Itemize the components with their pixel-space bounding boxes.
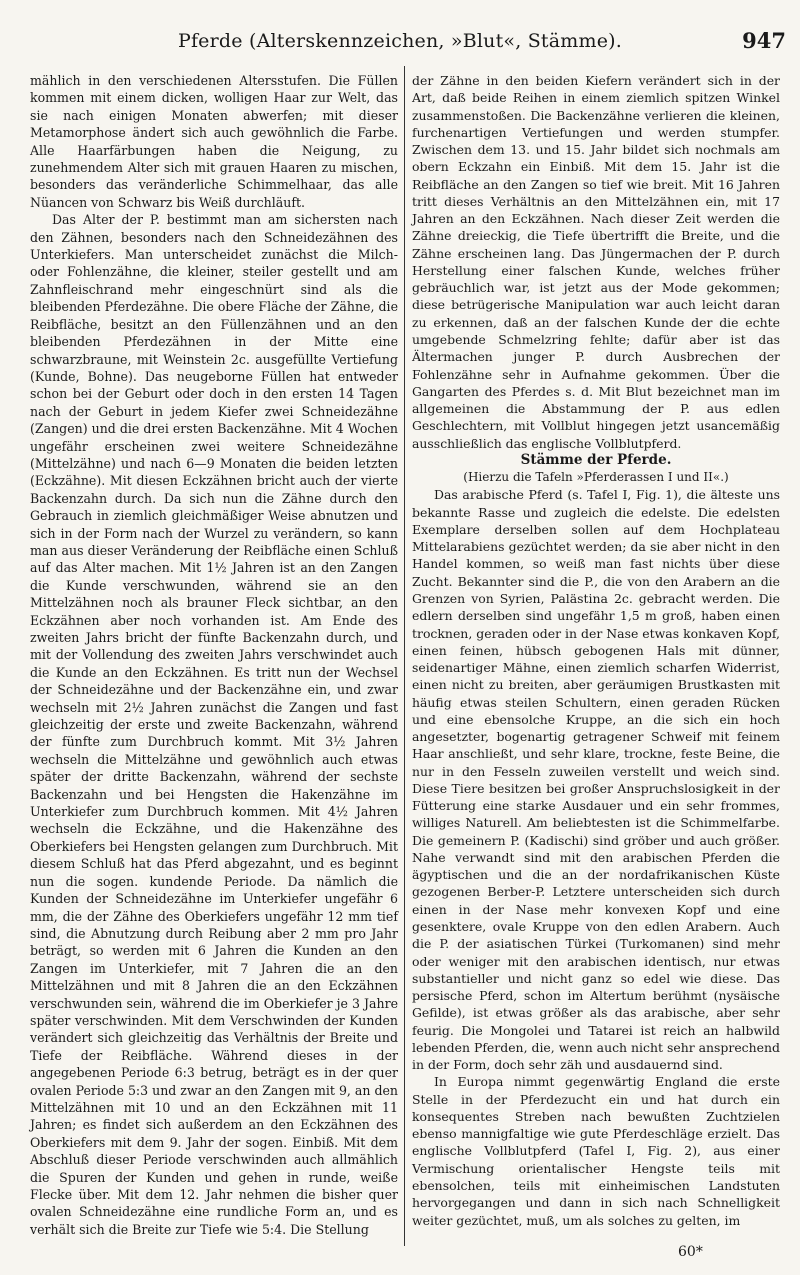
right-paragraph-1: der Zähne in den beiden Kiefern verändert sich in der Art, daß beide Reihen in einem ziemlich spitzen Winkel zusammenstoßen. Die Backenzähne verlieren die kleinen, furchenartigen Vertiefungen und werden stumpfer. Zwischen dem 13. und 15. Jahr bildet sich nochmals am obern Eckzahn ein Einbiß. Mit dem 15. Jahr ist die Reibfläche an den Zangen so tief wie breit. Mit 16 Jahren tritt dieses Verhältnis an den Mittelzähnen ein, mit 17 Jahren an den Eckzähnen. Nach dieser Zeit werden die Zähne dreieckig, die Tiefe übertrifft die Breite, und die Zähne erscheinen lang. Das Jüngermachen der P. durch Herstellung einer falschen Kunde, welches früher gebräuchlich war, ist jetzt aus der Mode gekommen; diese betrügerische Manipulation war auch leicht daran zu erkennen, daß an der falschen Kunde der die echte umgebende Schmelzring fehlte; dafür aber ist das Ältermachen junger P. durch Ausbrechen der Fohlenzähne sehr in Aufnahme gekommen. Über die Gangarten des Pferdes s. d. Mit Blut bezeichnet man im allgemeinen die Abstammung der P. aus edlen Geschlechtern, mit Vollblut hingegen jetzt usancemäßig ausschließlich das englische Vollblutpferd. <box>412 73 780 451</box>
left-column <box>30 72 398 1238</box>
section-note: (Hierzu die Tafeln »Pferderassen I und II«.) <box>463 470 729 485</box>
right-column <box>412 72 780 1229</box>
page-number: 947 <box>742 28 786 53</box>
running-head <box>0 28 800 58</box>
column-divider <box>404 66 405 1246</box>
left-paragraph-1: mählich in den verschiedenen Altersstufen. Die Füllen kommen mit einem dicken, wolligen Haar zur Welt, das sie nach einigen Monaten abwerfen; mit dieser Metamorphose ändert sich auch gewöhnlich die Farbe. Alle Haarfärbungen haben die Neigung, zu zunehmendem Alter sich mit grauen Haaren zu mischen, besonders das veränderliche Schimmelhaar, das alle Nüancen von Schwarz bis Weiß durchläuft. <box>30 73 398 210</box>
right-paragraph-2: Das arabische Pferd (s. Tafel I, Fig. 1), die älteste uns bekannte Rasse und zugleich die edelste. Die edelsten Exemplare derselben sollen auf dem Hochplateau Mittelarabiens gezüchtet werden; da sie aber nicht in den Handel kommen, so weiß man fast nichts über diese Zucht. Bekannter sind die P., die von den Arabern an die Grenzen von Syrien, Palästina 2c. gebracht werden. Die edlern derselben sind ungefähr 1,5 m groß, haben einen trocknen, geraden oder in der Nase etwas konkaven Kopf, einen feinen, hübsch gebogenen Hals mit dünner, seidenartiger Mähne, einen ziemlich scharfen Widerrist, einen nicht zu breiten, aber geräumigen Brustkasten mit häufig etwas steilen Schultern, einen geraden Rücken und eine ebensolche Kruppe, an die sich ein hoch angesetzter, bogenartig getragener Schweif mit feinem Haar anschließt, und sehr klare, trockne, feste Beine, die nur in den Fesseln zuweilen verstellt und weich sind. Diese Tiere besitzen bei großer Anspruchslosigkeit in der Fütterung eine starke Ausdauer und ein sehr frommes, williges Naturell. Am beliebtesten ist die Schimmelfarbe. Die gemeinern P. (Kadischi) sind gröber und auch größer. Nahe verwandt sind mit den arabischen Pferden die ägyptischen und die an der nordafrikanischen Küste gezogenen Berber-P. Letztere unterscheiden sich durch einen in der Nase mehr konvexen Kopf und eine gesenktere, ovale Kruppe von den edlen Arabern. Auch die P. der asiatischen Türkei (Turkomanen) sind mehr oder weniger mit den arabischen identisch, nur etwas substantieller und nicht ganz so edel wie diese. Das persische Pferd, schon im Altertum berühmt (nysäische Gefilde), ist etwas größer als das arabische, aber sehr feurig. Die Mongolei und Tatarei ist reich an halbwild lebenden Pferden, die, wenn auch nicht sehr ansprechend in der Form, doch sehr zäh und ausdauernd sind. <box>412 487 780 1073</box>
right-paragraph-3: In Europa nimmt gegenwärtig England die erste Stelle in der Pferdezucht ein und hat durch ein konsequentes Streben nach bewußten Zuchtzielen ebenso mannigfaltige wie gute Pferdeschläge erzielt. Das englische Vollblutpferd (Tafel I, Fig. 2), aus einer Vermischung orientalischer Hengste teils mit ebensolchen, teils mit einheimischen Landstuten hervorgegangen und dann in sich nach Schnelligkeit weiter gezüchtet, muß, um als solches zu gelten, im <box>412 1074 780 1228</box>
left-paragraph-2: Das Alter der P. bestimmt man am sichersten nach den Zähnen, besonders nach den Schneidezähnen des Unterkiefers. Man unterscheidet zunächst die Milch- oder Fohlenzähne, die kleiner, steiler gestellt und am Zahnfleischrand mehr eingeschnürt sind als die bleibenden Pferdezähne. Die obere Fläche der Zähne, die Reibfläche, besitzt an den Füllenzähnen und an den bleibenden Pferdezähnen in der Mitte eine schwarzbraune, mit Weinstein 2c. ausgefüllte Vertiefung (Kunde, Bohne). Das neugeborne Füllen hat entweder schon bei der Geburt oder doch in den ersten 14 Tagen nach der Geburt in jedem Kiefer zwei Schneidezähne (Zangen) und die drei ersten Backenzähne. Mit 4 Wochen ungefähr erscheinen zwei weitere Schneidezähne (Mittelzähne) und nach 6—9 Monaten die beiden letzten (Eckzähne). Mit diesen Eckzähnen bricht auch der vierte Backenzahn durch. Da sich nun die Zähne durch den Gebrauch in ziemlich gleichmäßiger Weise abnutzen und sich in der Form nach der Wurzel zu verändern, so kann man aus dieser Veränderung der Reibfläche einen Schluß auf das Alter machen. Mit 1½ Jahren ist an den Zangen die Kunde verschwunden, während sie an den Mittelzähnen noch als brauner Fleck sichtbar, an den Eckzähnen aber noch vorhanden ist. Am Ende des zweiten Jahrs bricht der fünfte Backenzahn durch, und mit der Vollendung des zweiten Jahrs verschwindet auch die Kunde an den Eckzähnen. Es tritt nun der Wechsel der Schneidezähne und der Backenzähne ein, und zwar wechseln mit 2½ Jahren zunächst die Zangen und fast gleichzeitig der erste und zweite Backenzahn, während der fünfte zum Durchbruch kommt. Mit 3½ Jahren wechseln die Mittelzähne und gewöhnlich auch etwas später der dritte Backenzahn, während der sechste Backenzahn und bei Hengsten die Hakenzähne im Unterkiefer zum Durchbruch kommen. Mit 4½ Jahren wechseln die Eckzähne, und die Hakenzähne des Oberkiefers bei Hengsten gelangen zum Durchbruch. Mit diesem Schluß hat das Pferd abgezahnt, und es beginnt nun die sogen. kundende Periode. Da nämlich die Kunden der Schneidezähne im Unterkiefer ungefähr 6 mm, die der Zähne des Oberkiefers ungefähr 12 mm tief sind, die Abnutzung durch Reibung aber 2 mm pro Jahr beträgt, so werden mit 6 Jahren die Kunden an den Zangen im Unterkiefer, mit 7 Jahren die an den Mittelzähnen und mit 8 Jahren die an den Eckzähnen verschwunden sein, während die im Oberkiefer je 3 Jahre später verschwinden. Mit dem Verschwinden der Kunden verändert sich gleichzeitig das Verhältnis der Breite und Tiefe der Reibfläche. Während dieses in der angegebenen Periode 6:3 betrug, beträgt es in der quer ovalen Periode 5:3 und zwar an den Zangen mit 9, an den Mittelzähnen mit 10 und an den Eckzähnen mit 11 Jahren; es findet sich außerdem an den Eckzähnen des Oberkiefers mit dem 9. Jahr der sogen. Einbiß. Mit dem Abschluß dieser Periode verschwinden auch allmählich die Spuren der Kunden und gehen in runde, weiße Flecke über. Mit dem 12. Jahr nehmen die bisher quer ovalen Schneidezähne eine rundliche Form an, und es verhält sich die Breite zur Tiefe wie 5:4. Die Stellung <box>30 212 398 1237</box>
sheet-signature: 60* <box>678 1244 703 1260</box>
section-heading: Stämme der Pferde. <box>520 451 672 468</box>
page-title: Pferde (Alterskennzeichen, »Blut«, Stämme). <box>177 30 623 52</box>
